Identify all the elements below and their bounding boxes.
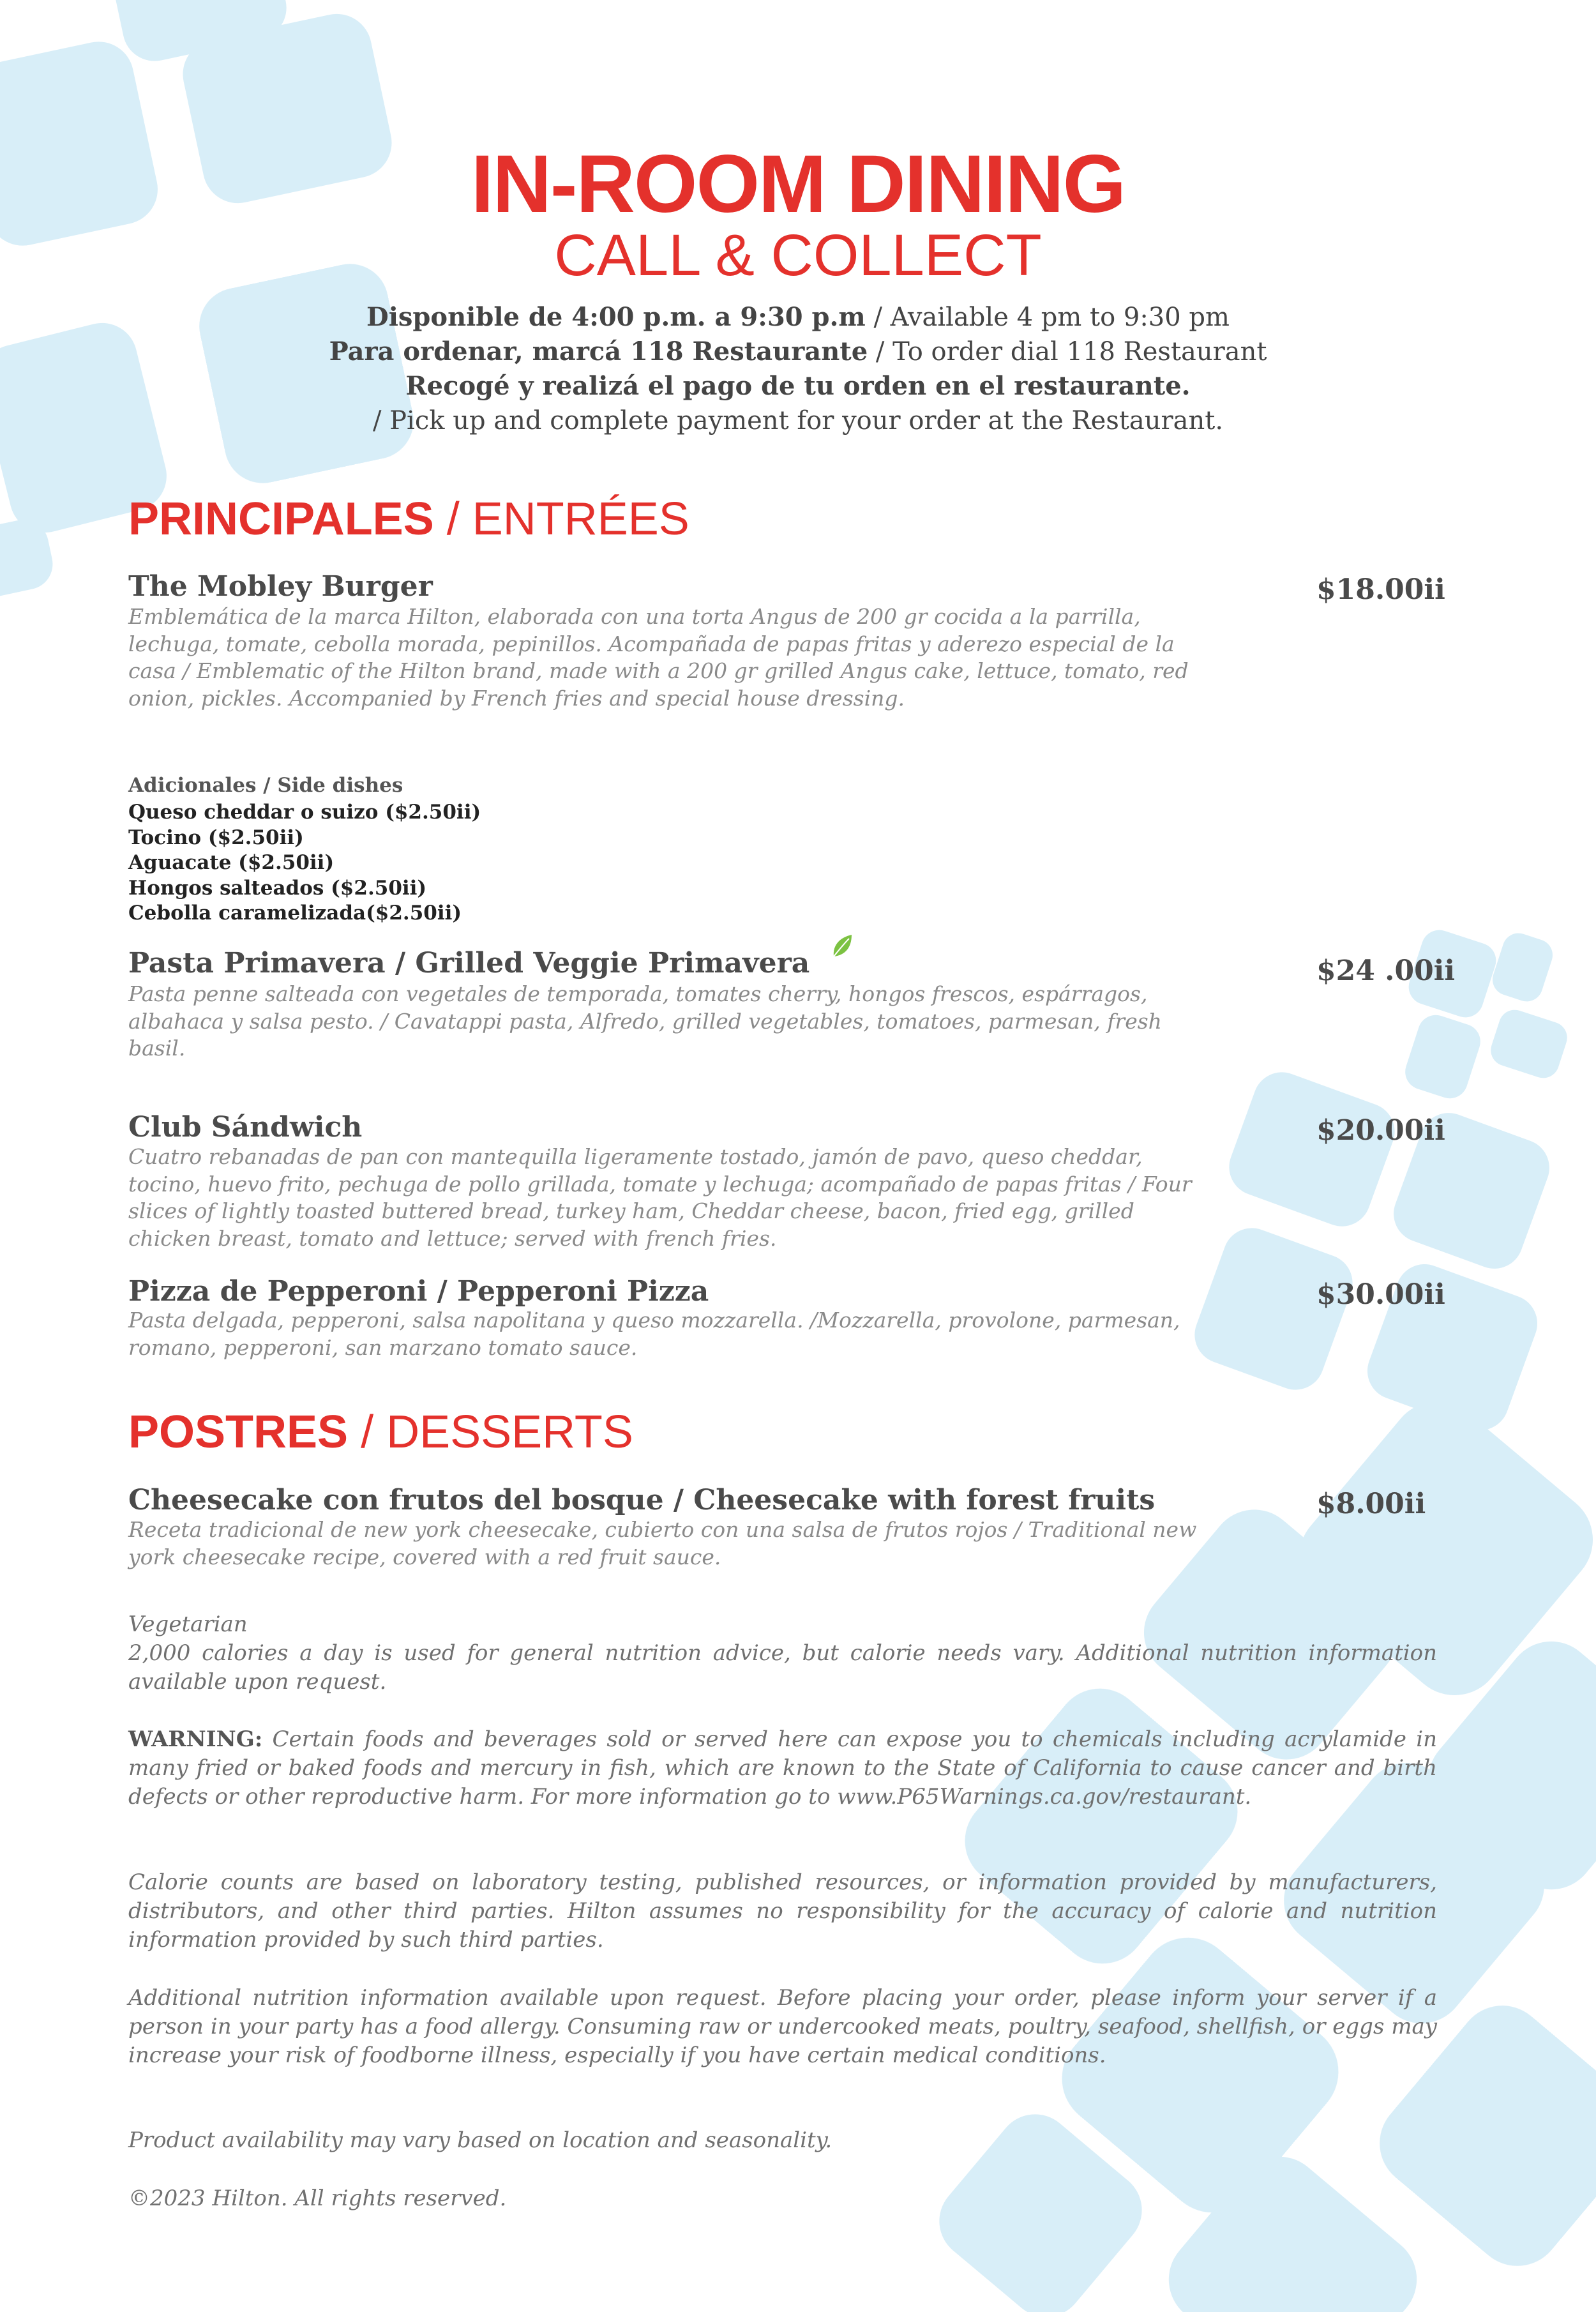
item-name-cheesecake: Cheesecake con frutos del bosque / Cheesecake with forest fruits: [128, 1484, 1156, 1516]
leaf-icon: [830, 933, 853, 959]
section-heading-entrees: PRINCIPALES / ENTRÉES: [128, 494, 689, 545]
hours-es: Disponible de 4:00 p.m. a 9:30 p.m: [366, 302, 866, 332]
availability-note: Product availability may vary based on location and seasonality.: [128, 2127, 832, 2153]
allergy-note: Additional nutrition information available upon request. Before placing your order, please inform your server if a person in your party has a food allergy. Consuming raw or undercooked meats, poultry, seafood, shellfish, or eggs may increase your risk of foodborne illness, especially if you have certain medical conditions.: [128, 1985, 1437, 2068]
page-subtitle: CALL & COLLECT: [554, 223, 1042, 288]
item-desc-pasta: Pasta penne salteada con vegetales de temporada, tomates cherry, hongos frescos, espárragos, albahaca y salsa pesto. / Cavatappi pasta, Alfredo, grilled vegetables, tomatoes, parmesan, fresh basil.: [128, 981, 1162, 1061]
pickup-es: Recogé y realizá el pago de tu orden en el restaurante.: [405, 371, 1191, 401]
order-line: [0, 335, 1596, 369]
item-price-cheesecake: $8.00ii: [1316, 1488, 1426, 1520]
item-price-club: $20.00ii: [1316, 1114, 1445, 1147]
hours-en: / Available 4 pm to 9:30 pm: [865, 303, 1230, 332]
item-desc-cheesecake: Receta tradicional de new york cheesecake, cubierto con una salsa de frutos rojos / Traditional new york cheesecake recipe, covered with a red fruit sauce.: [128, 1517, 1197, 1569]
warning-label: WARNING:: [128, 1726, 263, 1752]
section-heading-desserts: POSTRES / DESSERTS: [128, 1407, 633, 1458]
item-desc-pizza: Pasta delgada, pepperoni, salsa napolitana y queso mozzarella. /Mozzarella, provolone, parmesan, romano, pepperoni, san marzano tomato sauce.: [128, 1308, 1180, 1360]
warning-text: Certain foods and beverages sold or served here can expose you to chemicals including acrylamide in many fried or baked foods and mercury in fish, which are known to the State of California to cause cancer and birth defects or other reproductive harm. For more information go to www.P65Warnings.ca.gov/restaurant.: [128, 1726, 1437, 1810]
item-name-pizza: Pizza de Pepperoni / Pepperoni Pizza: [128, 1275, 709, 1308]
vegetarian-legend: Vegetarian: [128, 1612, 248, 1637]
item-desc-burger: Emblemática de la marca Hilton, elaborada con una torta Angus de 200 gr cocida a la parrilla, lechuga, tomate, cebolla morada, pepinillos. Acompañada de papas fritas y aderezo especial de la casa / Emblematic of the Hilton brand, made with a 200 gr grilled Angus cake, lettuce, tomato, red onion, pickles. Accompanied by French fries and special house dressing.: [128, 604, 1189, 711]
pickup-en: / Pick up and complete payment for your order at the Restaurant.: [372, 406, 1224, 435]
item-price-burger: $18.00ii: [1316, 573, 1445, 606]
warning-note: [128, 1725, 1437, 1811]
page-title: IN-ROOM DINING: [471, 139, 1125, 230]
item-name-burger: The Mobley Burger: [128, 570, 433, 603]
item-name-pasta: Pasta Primavera / Grilled Veggie Primavera: [128, 947, 810, 979]
side-item: Tocino ($2.50ii): [128, 826, 304, 849]
ordering-info: [0, 300, 1596, 438]
item-price-pizza: $30.00ii: [1316, 1278, 1445, 1311]
sides-list: [128, 800, 481, 926]
hours-line: [0, 300, 1596, 335]
side-item: Cebolla caramelizada($2.50ii): [128, 902, 462, 925]
side-item: Hongos salteados ($2.50ii): [128, 876, 427, 900]
order-en: / To order dial 118 Restaurant: [868, 337, 1267, 366]
item-price-pasta: $24 .00ii: [1316, 955, 1456, 987]
sides-title: Adicionales / Side dishes: [128, 774, 403, 797]
side-item: Queso cheddar o suizo ($2.50ii): [128, 801, 481, 824]
order-es: Para ordenar, marcá 118 Restaurante: [329, 336, 868, 366]
copyright: ©2023 Hilton. All rights reserved.: [128, 2186, 507, 2211]
calorie-counts-note: Calorie counts are based on laboratory testing, published resources, or information provided by manufacturers, distributors, and other third parties. Hilton assumes no responsibility for the accuracy of calorie and nutrition information provided by such third parties.: [128, 1870, 1437, 1953]
item-desc-club: Cuatro rebanadas de pan con mantequilla ligeramente tostado, jamón de pavo, queso cheddar, tocino, huevo frito, pechuga de pollo grillada, tomate y lechuga; acompañado de papas fritas / Four slices of lightly toasted buttered bread, turkey ham, Cheddar cheese, bacon, fried egg, grilled chicken breast, tomato and lettuce; served with french fries.: [128, 1144, 1192, 1251]
item-name-club: Club Sándwich: [128, 1111, 363, 1144]
calories-note: 2,000 calories a day is used for general nutrition advice, but calorie needs vary. Additional nutrition information available upon request.: [128, 1640, 1437, 1695]
side-item: Aguacate ($2.50ii): [128, 851, 335, 874]
